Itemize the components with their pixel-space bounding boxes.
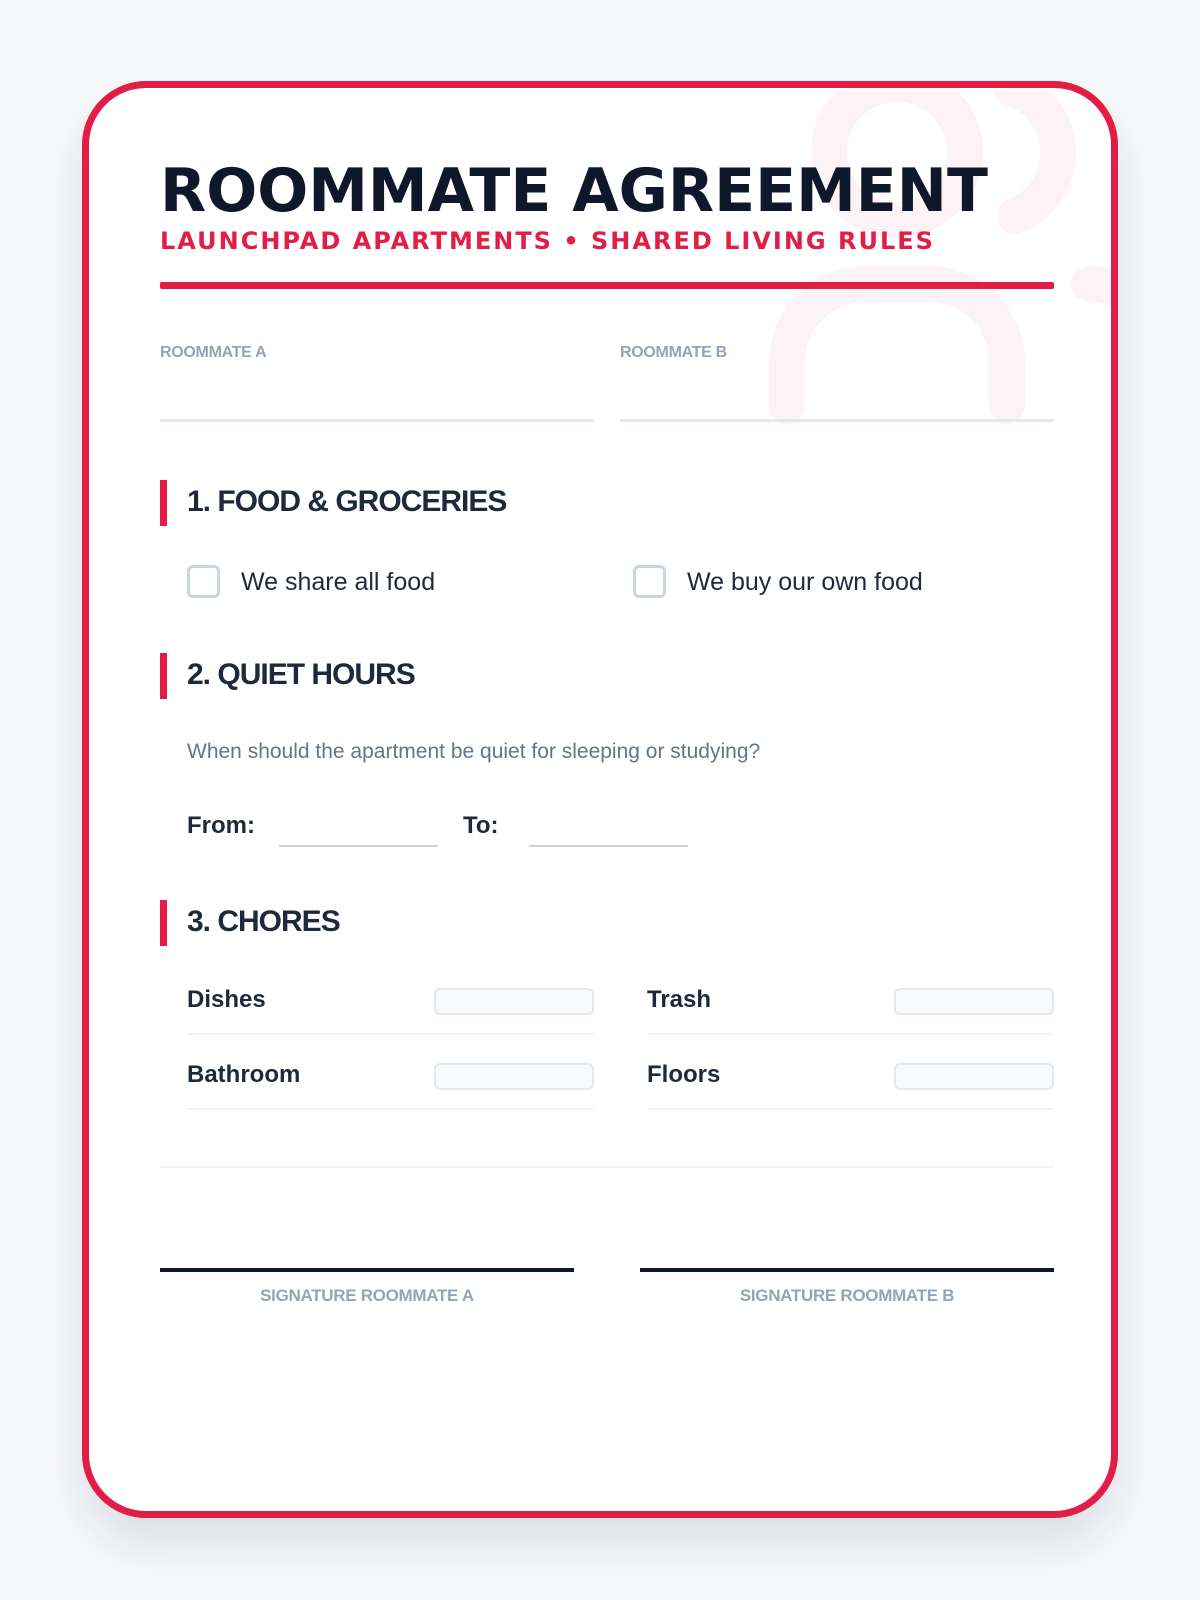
chore-label-trash: Trash bbox=[647, 986, 712, 1013]
roommate-b-label: ROOMMATE B bbox=[620, 344, 727, 361]
section-chores-title: 3. CHORES bbox=[187, 905, 340, 938]
chore-label-dishes: Dishes bbox=[187, 986, 266, 1013]
share-food-checkbox[interactable] bbox=[187, 565, 220, 598]
section-food-title: 1. FOOD & GROCERIES bbox=[187, 485, 507, 518]
chore-input-dishes[interactable] bbox=[434, 988, 594, 1015]
page-subtitle: LAUNCHPAD APARTMENTS • SHARED LIVING RULES bbox=[160, 227, 935, 255]
chore-divider bbox=[187, 1108, 594, 1110]
own-food-checkbox[interactable] bbox=[633, 565, 666, 598]
section-accent-bar bbox=[160, 900, 167, 946]
chore-divider bbox=[647, 1033, 1054, 1035]
signature-a-label: SIGNATURE ROOMMATE A bbox=[260, 1286, 474, 1305]
page-title: ROOMMATE AGREEMENT bbox=[160, 156, 988, 226]
roommate-b-name-field[interactable] bbox=[620, 419, 1054, 422]
title-divider bbox=[160, 282, 1054, 289]
signature-a-line[interactable] bbox=[160, 1268, 574, 1272]
chore-divider bbox=[647, 1108, 1054, 1110]
roommate-a-label: ROOMMATE A bbox=[160, 344, 267, 361]
to-label: To: bbox=[463, 812, 499, 839]
section-accent-bar bbox=[160, 653, 167, 699]
chore-label-floors: Floors bbox=[647, 1061, 721, 1088]
share-food-label: We share all food bbox=[241, 568, 436, 596]
section-quiet-hours-title: 2. QUIET HOURS bbox=[187, 658, 415, 691]
quiet-hours-question: When should the apartment be quiet for sleeping or studying? bbox=[187, 740, 761, 763]
signature-b-line[interactable] bbox=[640, 1268, 1054, 1272]
chore-divider bbox=[187, 1033, 594, 1035]
signature-section-divider bbox=[160, 1166, 1054, 1168]
from-label: From: bbox=[187, 812, 255, 839]
chore-input-floors[interactable] bbox=[894, 1063, 1054, 1090]
to-time-field[interactable] bbox=[529, 845, 688, 847]
chore-input-bathroom[interactable] bbox=[434, 1063, 594, 1090]
chore-input-trash[interactable] bbox=[894, 988, 1054, 1015]
agreement-card bbox=[82, 81, 1118, 1518]
users-watermark-icon bbox=[769, 92, 1118, 432]
chore-label-bathroom: Bathroom bbox=[187, 1061, 301, 1088]
section-accent-bar bbox=[160, 480, 167, 526]
signature-b-label: SIGNATURE ROOMMATE B bbox=[739, 1286, 955, 1305]
own-food-label: We buy our own food bbox=[687, 568, 923, 596]
from-time-field[interactable] bbox=[279, 845, 438, 847]
roommate-a-name-field[interactable] bbox=[160, 419, 594, 422]
